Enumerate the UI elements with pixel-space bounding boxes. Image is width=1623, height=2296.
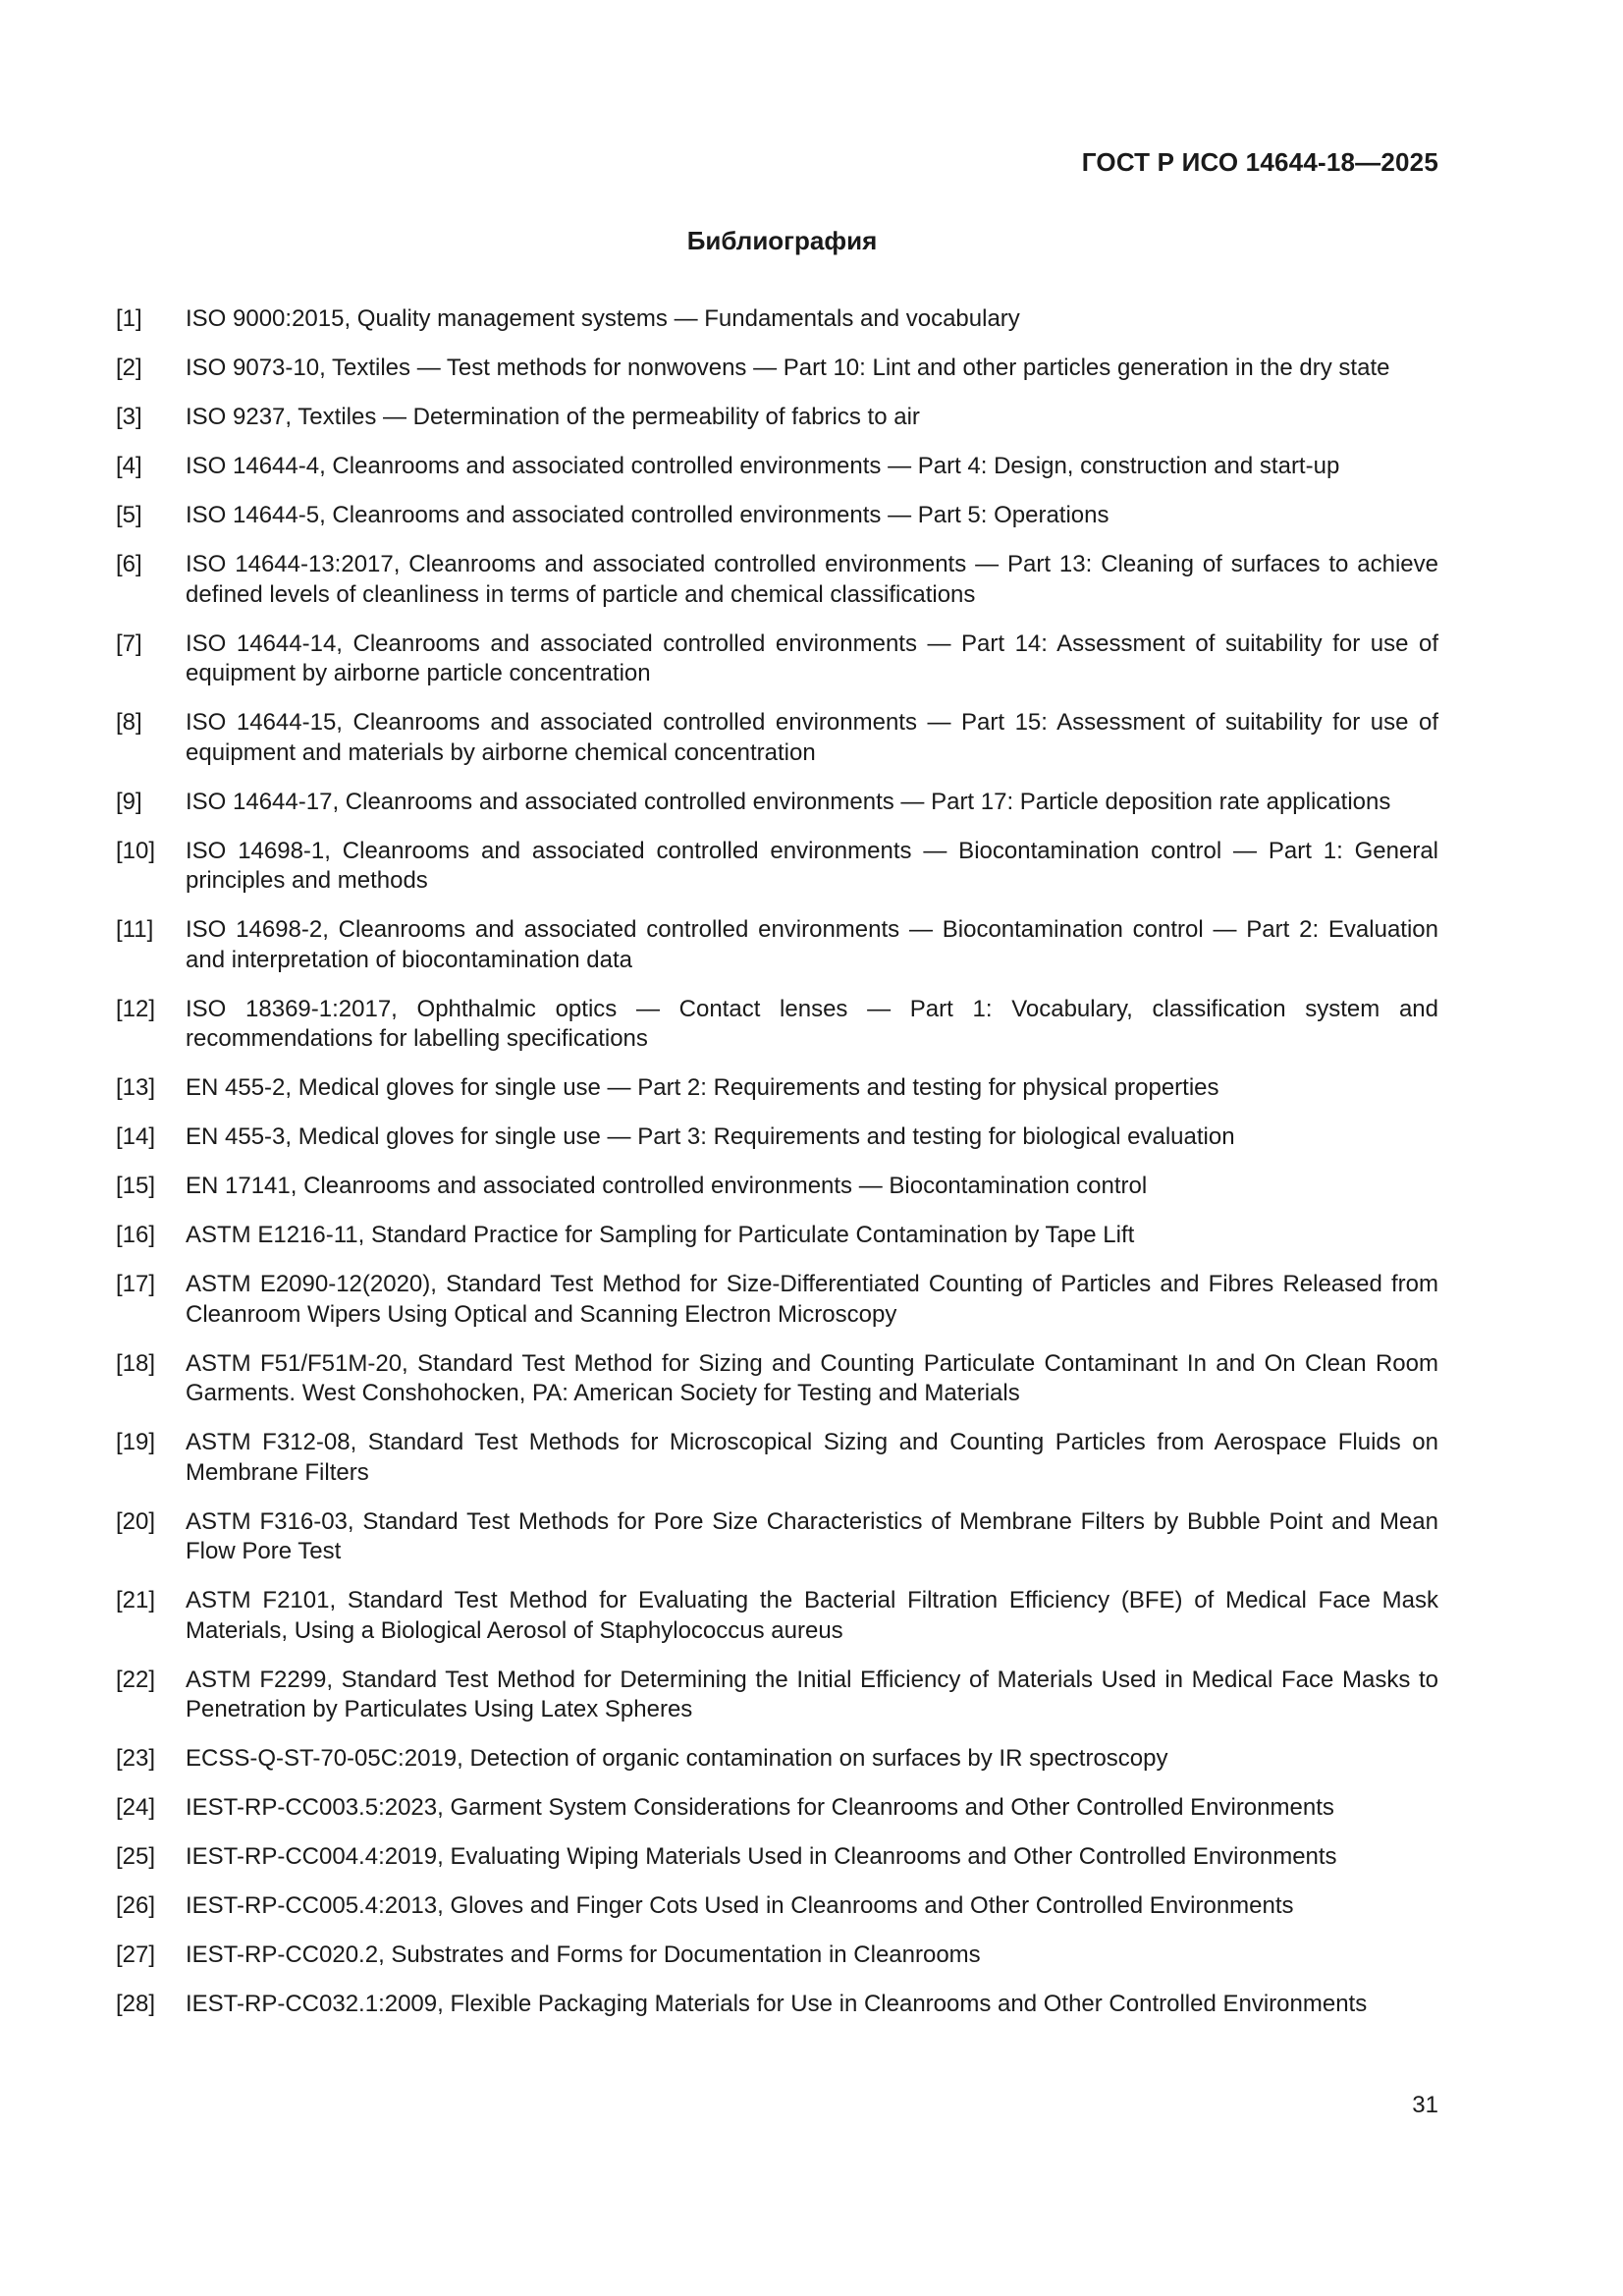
reference-text: ISO 14644-14, Cleanrooms and associated controlled environments — Part 14: Assessment of suitability for use of equipment by airborne particle concentration <box>186 629 1438 686</box>
reference-number: [20] <box>116 1507 156 1535</box>
reference-number: [28] <box>116 1991 156 2017</box>
reference-number: [19] <box>116 1429 156 1455</box>
reference-item <box>116 1073 1438 1104</box>
reference-text: IEST-RP-CC004.4:2019, Evaluating Wiping Materials Used in Cleanrooms and Other Controlled Environments <box>186 1843 1337 1870</box>
reference-number: [16] <box>116 1222 156 1248</box>
reference-number: [18] <box>116 1349 156 1377</box>
reference-item <box>116 995 1438 1055</box>
reference-item <box>116 1221 1438 1251</box>
reference-number: [13] <box>116 1074 156 1101</box>
reference-item <box>116 550 1438 610</box>
reference-item <box>116 1891 1438 1922</box>
reference-item <box>116 1586 1438 1646</box>
reference-text: ECSS-Q-ST-70-05C:2019, Detection of organic contamination on surfaces by IR spectroscopy <box>186 1745 1168 1772</box>
reference-text: ISO 14644-15, Cleanrooms and associated controlled environments — Part 15: Assessment of suitability for use of equipment and materials by airborne chemical concentration <box>186 709 1438 766</box>
reference-item <box>116 1744 1438 1775</box>
document-code-header: ГОСТ Р ИСО 14644-18—2025 <box>1081 147 1438 177</box>
reference-number: [6] <box>116 551 142 577</box>
reference-text: EN 455-2, Medical gloves for single use — Part 2: Requirements and testing for physical properties <box>186 1074 1219 1101</box>
reference-item <box>116 1428 1438 1488</box>
reference-text: ASTM F316-03, Standard Test Methods for Pore Size Characteristics of Membrane Filters by Bubble Point and Mean Flow Pore Test <box>186 1507 1438 1564</box>
bibliography-title: Библиография <box>686 226 878 255</box>
reference-number: [11] <box>116 916 154 943</box>
reference-item <box>116 788 1438 818</box>
reference-number: [17] <box>116 1271 156 1297</box>
reference-item <box>116 1270 1438 1330</box>
reference-text: ISO 9000:2015, Quality management systems — Fundamentals and vocabulary <box>186 305 1020 332</box>
reference-text: EN 455-3, Medical gloves for single use — Part 3: Requirements and testing for biological evaluation <box>186 1123 1235 1150</box>
reference-number: [9] <box>116 788 142 815</box>
reference-list <box>116 304 1438 2039</box>
reference-item <box>116 1507 1438 1567</box>
reference-text: ISO 18369-1:2017, Ophthalmic optics — Contact lenses — Part 1: Vocabulary, classification system and recommendations for labelling specifications <box>186 995 1438 1052</box>
reference-text: ISO 14644-13:2017, Cleanrooms and associated controlled environments — Part 13: Cleaning of surfaces to achieve defined levels of cleanliness in terms of particle and chemical classifications <box>186 551 1438 608</box>
reference-text: ASTM F2101, Standard Test Method for Evaluating the Bacterial Filtration Efficiency (BFE) of Medical Face Mask Materials, Using a Biological Aerosol of Staphylococcus aureus <box>186 1587 1438 1644</box>
reference-text: ISO 14698-2, Cleanrooms and associated controlled environments — Biocontamination control — Part 2: Evaluation and interpretation of biocontamination data <box>186 916 1438 973</box>
reference-text: ISO 14644-4, Cleanrooms and associated controlled environments — Part 4: Design, construction and start-up <box>186 453 1340 479</box>
reference-text: ISO 14644-5, Cleanrooms and associated controlled environments — Part 5: Operations <box>186 502 1109 528</box>
reference-number: [25] <box>116 1843 156 1870</box>
reference-item <box>116 304 1438 335</box>
reference-item <box>116 1842 1438 1873</box>
reference-text: IEST-RP-CC003.5:2023, Garment System Considerations for Cleanrooms and Other Controlled Environments <box>186 1794 1334 1821</box>
reference-number: [2] <box>116 355 142 381</box>
reference-item <box>116 354 1438 384</box>
reference-text: ASTM E2090-12(2020), Standard Test Method for Size-Differentiated Counting of Particles and Fibres Released from Cleanroom Wipers Using Optical and Scanning Electron Microscopy <box>186 1271 1438 1328</box>
reference-text: IEST-RP-CC032.1:2009, Flexible Packaging Materials for Use in Cleanrooms and Other Controlled Environments <box>186 1991 1368 2017</box>
reference-item <box>116 1793 1438 1824</box>
reference-text: IEST-RP-CC005.4:2013, Gloves and Finger Cots Used in Cleanrooms and Other Controlled Environments <box>186 1892 1294 1919</box>
reference-number: [22] <box>116 1666 156 1693</box>
reference-item <box>116 501 1438 531</box>
reference-item <box>116 403 1438 433</box>
reference-text: EN 17141, Cleanrooms and associated controlled environments — Biocontamination control <box>186 1173 1148 1199</box>
reference-number: [10] <box>116 837 156 864</box>
reference-item <box>116 708 1438 768</box>
reference-number: [21] <box>116 1587 156 1613</box>
reference-number: [15] <box>116 1173 156 1199</box>
reference-number: [4] <box>116 453 142 479</box>
reference-text: ASTM F2299, Standard Test Method for Determining the Initial Efficiency of Materials Used in Medical Face Masks to Penetration by Particulates Using Latex Spheres <box>186 1666 1438 1722</box>
reference-text: ASTM E1216-11, Standard Practice for Sampling for Particulate Contamination by Tape Lift <box>186 1222 1135 1248</box>
reference-number: [12] <box>116 995 156 1022</box>
page-number: 31 <box>1412 2092 1438 2118</box>
reference-number: [26] <box>116 1892 156 1919</box>
reference-number: [27] <box>116 1941 156 1968</box>
reference-item <box>116 1666 1438 1725</box>
reference-item <box>116 837 1438 897</box>
reference-item <box>116 915 1438 975</box>
reference-item <box>116 629 1438 689</box>
reference-item <box>116 1941 1438 1971</box>
reference-number: [14] <box>116 1123 156 1150</box>
reference-item <box>116 1122 1438 1153</box>
reference-number: [3] <box>116 404 142 430</box>
reference-text: ISO 9073-10, Textiles — Test methods for nonwovens — Part 10: Lint and other particles generation in the dry state <box>186 355 1390 381</box>
reference-number: [5] <box>116 502 142 528</box>
reference-text: ISO 9237, Textiles — Determination of the permeability of fabrics to air <box>186 404 920 430</box>
reference-text: ASTM F51/F51M-20, Standard Test Method for Sizing and Counting Particulate Contaminant In and On Clean Room Garments. West Conshohocken, PA: American Society for Testing and Materials <box>186 1349 1438 1406</box>
reference-item <box>116 452 1438 482</box>
reference-text: ISO 14644-17, Cleanrooms and associated controlled environments — Part 17: Particle deposition rate applications <box>186 788 1391 815</box>
reference-item <box>116 1349 1438 1409</box>
reference-number: [1] <box>116 305 142 332</box>
reference-number: [24] <box>116 1794 156 1821</box>
reference-number: [7] <box>116 629 142 657</box>
reference-number: [8] <box>116 709 142 736</box>
reference-item <box>116 1172 1438 1202</box>
reference-item <box>116 1990 1438 2020</box>
reference-number: [23] <box>116 1745 156 1772</box>
reference-text: ASTM F312-08, Standard Test Methods for Microscopical Sizing and Counting Particles from Aerospace Fluids on Membrane Filters <box>186 1429 1438 1486</box>
reference-text: IEST-RP-CC020.2, Substrates and Forms for Documentation in Cleanrooms <box>186 1941 981 1968</box>
reference-text: ISO 14698-1, Cleanrooms and associated controlled environments — Biocontamination control — Part 1: General principles and methods <box>186 837 1438 894</box>
